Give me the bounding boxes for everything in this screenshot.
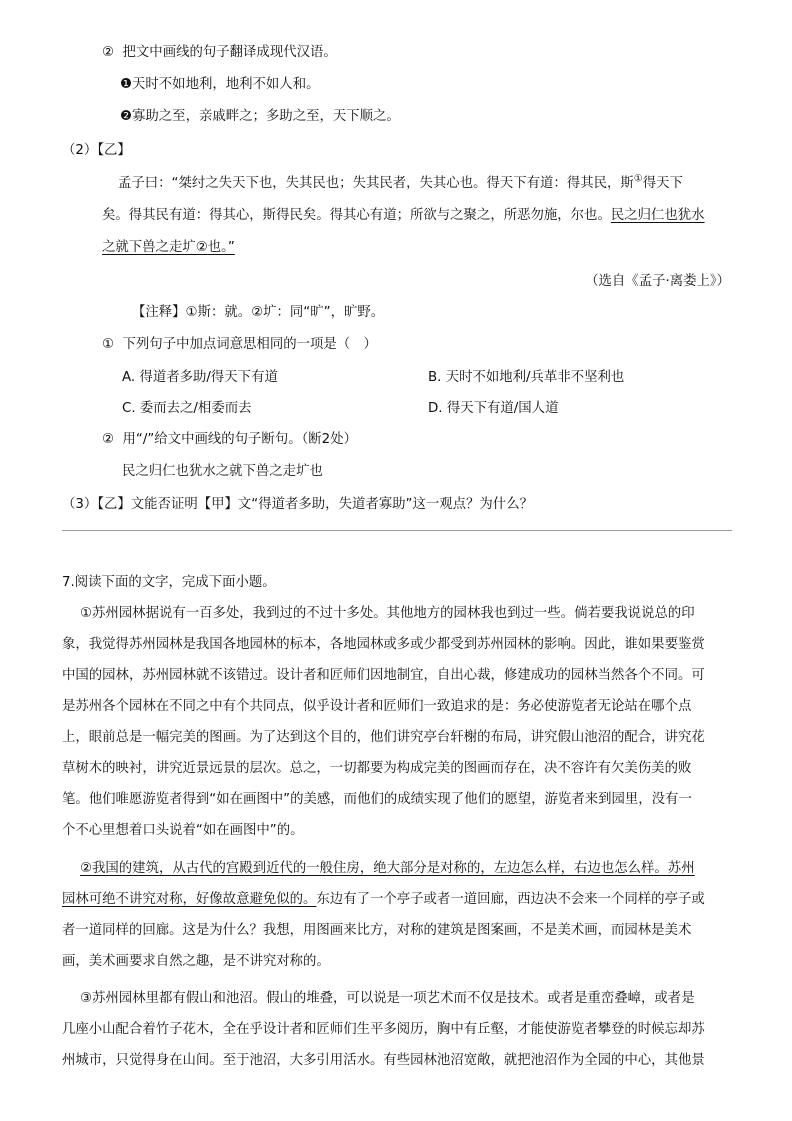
paragraph-1-line: 笔。他们唯愿游览者得到“如在画图中”的美感，而他们的成绩实现了他们的愿望，游览者来到园里，没有一 <box>62 792 692 807</box>
option-b: B. 天时不如地利/兵革非不坚利也 <box>428 370 625 385</box>
paragraph-2-line: 画，美术画要求自然之趣，是不讲究对称的。 <box>62 954 330 969</box>
sub-question-number: ② <box>102 45 115 60</box>
sub-question-number: ② <box>102 432 115 447</box>
footnote-marker: ① <box>633 173 643 185</box>
underlined-sentence: 民之归仁也犹水 <box>610 208 705 223</box>
paragraph-1-line: 个不心里想着口头说着“如在画图中”的。 <box>62 823 304 838</box>
underlined-sentence-end: 之就下兽之走圹②也。” <box>102 240 235 255</box>
translate-sentence-1: ❶天时不如地利，地利不如人和。 <box>120 77 320 92</box>
paragraph-3-line: 几座小山配合着竹子花木，全在乎设计者和匠师们生平多阅历，胸中有丘壑，才能使游览者攀登的时候忘却苏 <box>62 1022 705 1037</box>
paragraph-2-underlined: ②我国的建筑，从古代的宫殿到近代的一般住房，绝大部分是对称的，左边怎么样，右边也怎么样。苏州 <box>80 861 695 876</box>
paragraph-1-line: 象，我觉得苏州园林是我国各地园林的标本，各地园林或多或少都受到苏州园林的影响。因此，谁如果要鉴赏 <box>62 637 705 652</box>
option-c: C. 委而去之/相委而去 <box>122 401 252 416</box>
paragraph-2-line: 者一道同样的回廊。这是为什么？我想，用图画来比方，对称的建筑是图案画，不是美术画，而园林是美术 <box>62 923 692 938</box>
sub-question-number: ① <box>102 337 115 352</box>
paragraph-1-line: 是苏州各个园林在不同之中有个共同点，似乎设计者和匠师们一致追求的是：务必使游览者无论站在哪个点 <box>62 699 692 714</box>
sentence-to-punctuate: 民之归仁也犹水之就下兽之走圹也 <box>122 464 323 479</box>
paragraph-2-underlined-end: 园林可绝不讲究对称，好像故意避免似的。 <box>62 892 317 907</box>
paragraph-1-line: 中国的园林，苏州园林就不该错过。设计者和匠师们因地制宜，自出心裁，修建成功的园林当然各个不同。可 <box>62 668 705 683</box>
part-3-question: （3）【乙】文能否证明【甲】文“得道者多助，失道者寡助”这一观点？为什么？ <box>62 497 533 512</box>
passage-line-1: 孟子曰：“桀纣之失天下也，失其民也；失其民者，失其心也。得天下有道：得其民，斯①得天下 <box>118 173 683 191</box>
paragraph-1-line: 草树木的映衬，讲究近景远景的层次。总之，一切都要为构成完美的图画而存在，决不容许有欠美伤美的败 <box>62 761 692 776</box>
sub-question-2 <box>102 44 337 62</box>
option-a: A. 得道者多助/得天下有道 <box>122 370 278 385</box>
sub-question-prompt: 下列句子中加点词意思相同的一项是（ ） <box>122 337 377 352</box>
option-d: D. 得天下有道/国人道 <box>428 401 559 416</box>
source-citation: （选自《孟子·离娄上》） <box>585 274 730 289</box>
sub-question-prompt: 把文中画线的句子翻译成现代汉语。 <box>122 45 337 60</box>
paragraph-2-line: 园林可绝不讲究对称，好像故意避免似的。东边有了一个亭子或者一道回廊，西边决不会来一个同样的亭子或 <box>62 892 705 907</box>
section-divider <box>62 530 732 531</box>
paragraph-3-line: ③苏州园林里都有假山和池沼。假山的堆叠，可以说是一项艺术而不仅是技术。或者是重峦叠嶂，或者是 <box>80 991 695 1006</box>
sub-question-1 <box>102 336 377 354</box>
paragraph-1-line: 上，眼前总是一幅完美的图画。为了达到这个目的，他们讲究亭台轩榭的布局，讲究假山池沼的配合，讲究花 <box>62 730 705 745</box>
question-7-heading: 7.阅读下面的文字，完成下面小题。 <box>62 575 276 590</box>
passage-line-2: 矣。得其民有道：得其心，斯得民矣。得其心有道；所欲与之聚之，所恶勿施，尔也。民之归仁也犹水 <box>102 208 705 223</box>
translate-sentence-2: ❷寡助之至，亲戚畔之；多助之至，天下顺之。 <box>120 109 400 124</box>
passage-line-3 <box>102 239 235 257</box>
sub-question-2-punctuation <box>102 431 357 449</box>
sub-question-prompt: 用“/”给文中画线的句子断句。（断2处） <box>122 432 357 447</box>
paragraph-1-line: ①苏州园林据说有一百多处，我到过的不过十多处。其他地方的园林我也到过一些。倘若要我说说总的印 <box>80 606 695 621</box>
annotation-note: 【注释】①斯：就。②圹：同“旷”，旷野。 <box>132 305 385 320</box>
paragraph-3-line: 州城市，只觉得身在山间。至于池沼，大多引用活水。有些园林池沼宽敞，就把池沼作为全园的中心，其他景 <box>62 1053 705 1068</box>
part-2-label: （2）【乙】 <box>62 143 131 158</box>
